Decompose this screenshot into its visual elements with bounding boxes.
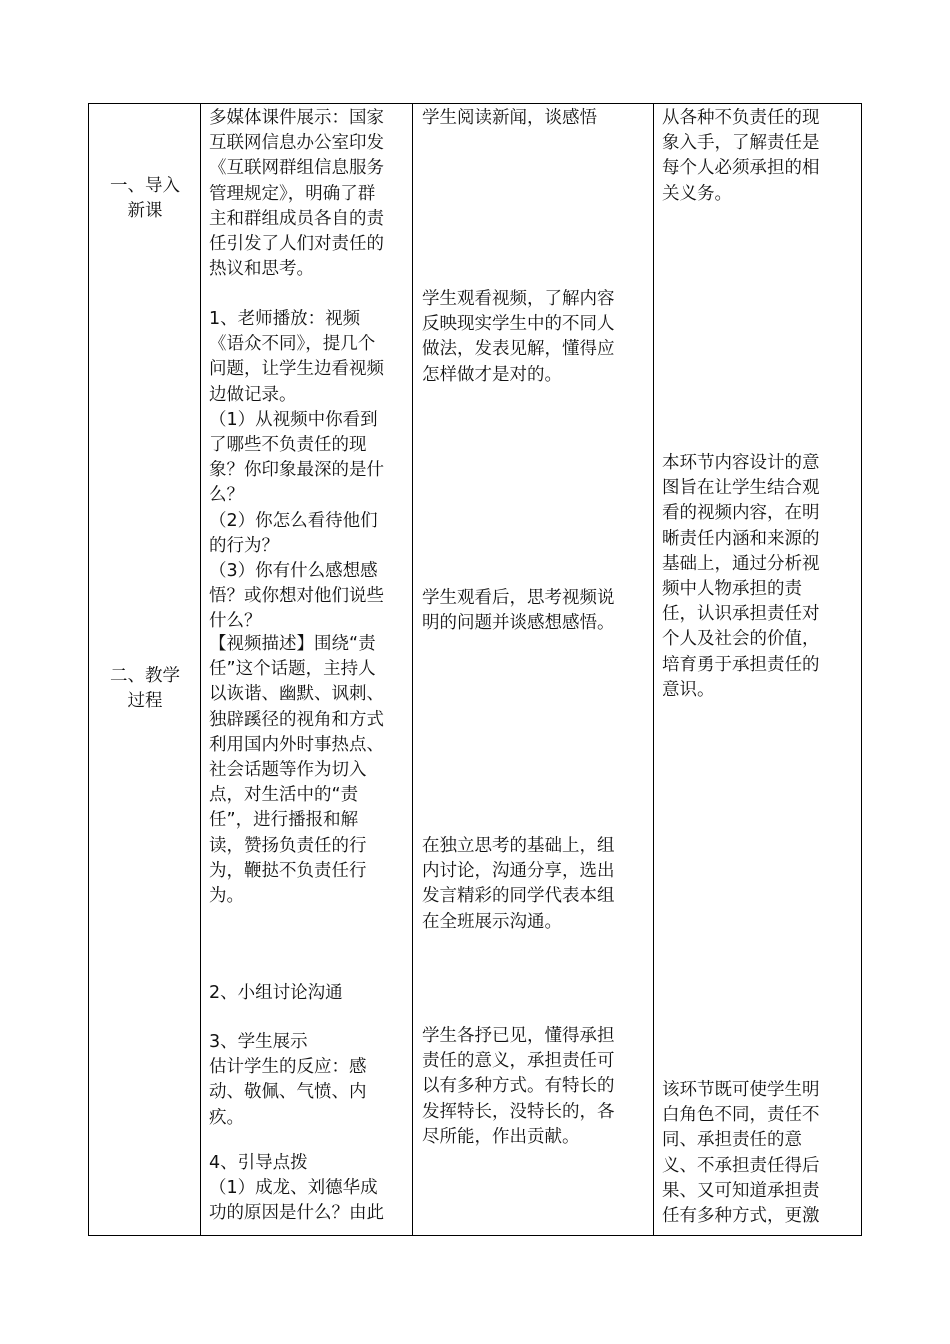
column-divider xyxy=(653,104,654,1235)
design-intent-roles: 该环节既可使学生明 白角色不同，责任不 同、承担责任的意 义、不承担责任得后 果、又可知道承担责 任有多种方式，更激 xyxy=(662,1080,820,1227)
design-intent-intro: 从各种不负责任的现 象入手，了解责任是 每个人必须承担的相 关义务。 xyxy=(662,108,820,204)
design-intent-process: 本环节内容设计的意 图旨在让学生结合观 看的视频内容，在明 晰责任内涵和来源的 基础上，通过分析视 频中人物承担的责 任，认识承担责任对 个人及社会的价值， 培育勇于承担责任的 意识。 xyxy=(662,453,820,700)
column-divider xyxy=(412,104,413,1235)
teacher-activity-column xyxy=(209,104,411,1234)
lesson-plan-table xyxy=(88,103,862,1236)
student-activity-express: 学生各抒已见，懂得承担 责任的意义，承担责任可 以有多种方式。有特长的 发挥特长，没特长的，各 尽所能，作出贡献。 xyxy=(422,1026,615,1147)
courseware-paragraph: 多媒体课件展示：国家 互联网信息办公室印发 《互联网群组信息服务 管理规定》，明确了群 主和群组成员各自的责 任引发了人们对责任的 热议和思考。 xyxy=(209,108,384,280)
student-activity-column xyxy=(422,104,652,1234)
section-label-process: 二、教学 过程 xyxy=(110,666,180,712)
student-activity-watch-video: 学生观看视频，了解内容 反映现实学生中的不同人 做法，发表见解，懂得应 怎样做才是对的。 xyxy=(422,289,615,385)
video-description-paragraph: 【视频描述】围绕“责 任”这个话题，主持人 以诙谐、幽默、讽刺、 独辟蹊径的视角和方式 利用国内外时事热点、 社会话题等作为切入 点，对生活中的“责 任”，进行播报和解 读，赞扬负责任的行 为，鞭挞不负责任行 为。 xyxy=(209,634,384,907)
student-showcase-paragraph: 3、学生展示 估计学生的反应：感 动、敬佩、气愤、内 疚。 xyxy=(209,1032,367,1128)
group-discussion-paragraph: 2、小组讨论沟通 xyxy=(209,983,343,1003)
guidance-paragraph: 4、引导点拨 （1）成龙、刘德华成 功的原因是什么？由此 xyxy=(209,1153,384,1224)
student-activity-reflect: 学生观看后，思考视频说 明的问题并谈感想感悟。 xyxy=(422,588,615,634)
student-activity-discuss: 在独立思考的基础上，组 内讨论，沟通分享，选出 发言精彩的同学代表本组 在全班展示沟通。 xyxy=(422,836,615,932)
section-label-intro: 一、导入 新课 xyxy=(110,176,180,222)
design-intent-column xyxy=(662,104,857,1234)
video-questions-paragraph: 1、老师播放：视频 《语众不同》，提几个 问题，让学生边看视频 边做记录。 （1）从视频中你看到 了哪些不负责任的现 象？你印象最深的是什 么？ （2）你怎么看待他们 的行为？ （3）你有什么感想感 悟？或你想对他们说些 什么？ xyxy=(209,309,384,632)
student-activity-read-news: 学生阅读新闻，谈感悟 xyxy=(422,108,597,128)
